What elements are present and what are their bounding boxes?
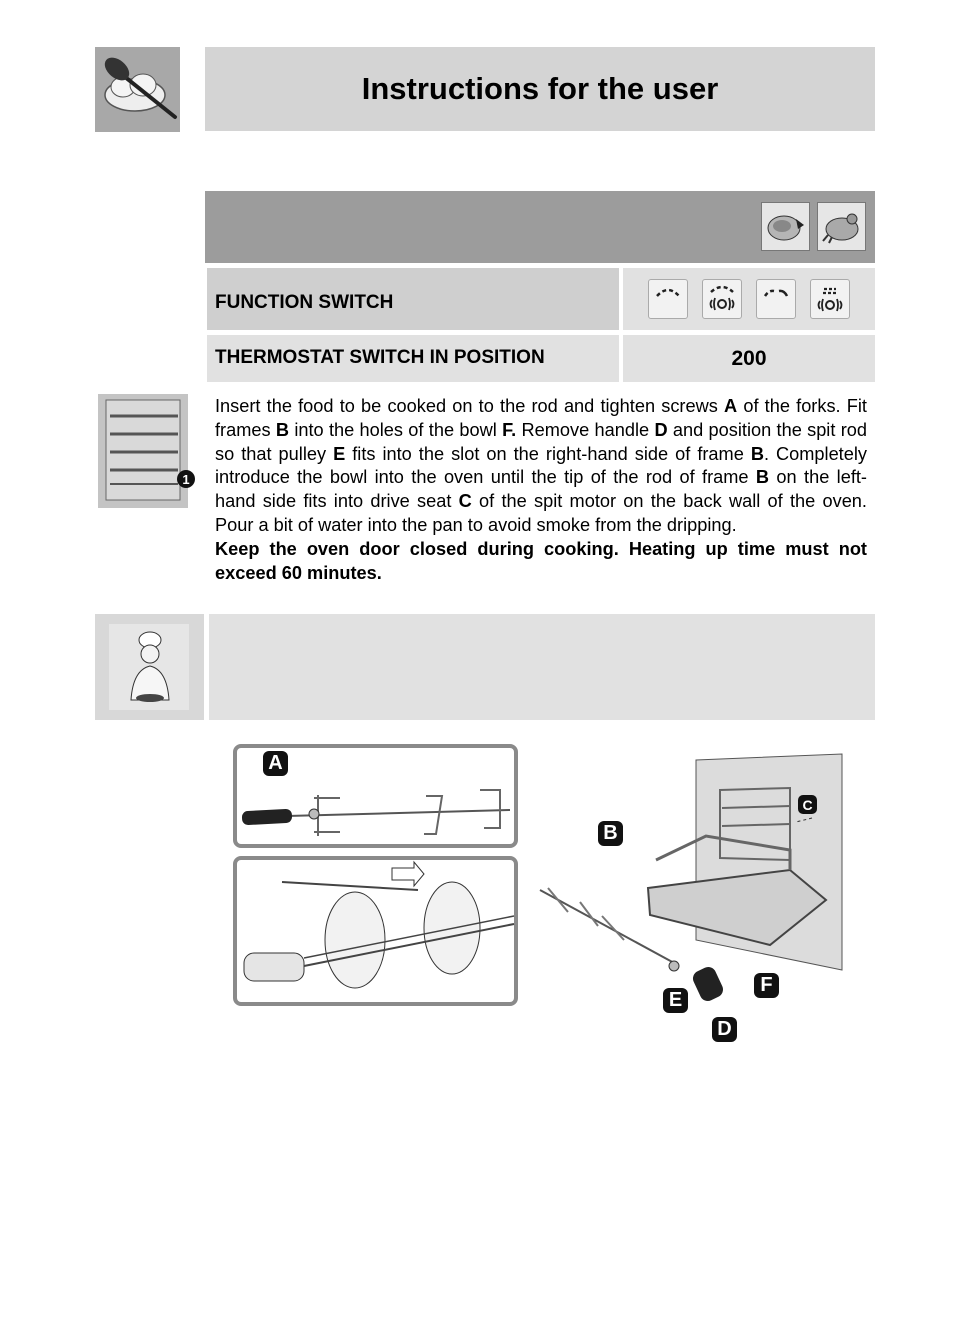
thermostat-value: 200 [623, 335, 875, 382]
chef-icon [95, 614, 204, 720]
diagram-label-a: A [263, 751, 288, 776]
oven-shelf-figure [98, 394, 188, 508]
cooking-mode-header [205, 191, 875, 263]
meat-roast-icon [761, 202, 810, 251]
note-band [209, 614, 875, 720]
warning-text: Keep the oven door closed during cooking. Heating up time must not exceed 60 minutes. [215, 538, 867, 583]
spoon-chef-hat-icon [95, 47, 180, 132]
grill-element-icon [648, 279, 688, 319]
function-switch-row [207, 268, 875, 330]
diagram-label-b: B [598, 821, 623, 846]
figure-number-badge: 1 [177, 470, 195, 488]
function-switch-icons [623, 268, 875, 330]
diagram-label-c: C [798, 795, 817, 814]
grill-element-small-icon [756, 279, 796, 319]
page-title: Instructions for the user [361, 71, 719, 106]
instructions-paragraph: Insert the food to be cooked on to the rod and tighten screws A of the forks. Fit frames B into the holes of the bowl F. Remove handle D and position the spit rod so that pulley E fits into the slot on the right-hand side of frame B. Completely introduce the bowl into the oven until the tip of the rod of frame B on the left-hand side fits into drive seat C of the spit motor on the back wall of the oven. Pour a bit of water into the pan to avoid smoke from the dripping. [215, 396, 867, 535]
diagram-label-d: D [712, 1017, 737, 1042]
title-bar [205, 47, 875, 131]
header-logo [95, 47, 180, 132]
chicken-icon [817, 202, 866, 251]
note-icon-box [95, 614, 204, 720]
instructions-text [215, 395, 867, 585]
rotisserie-diagram [230, 740, 850, 1050]
thermostat-label: THERMOSTAT SWITCH IN POSITION [207, 335, 619, 382]
thermostat-row [207, 335, 875, 382]
fan-grill-icon [702, 279, 742, 319]
fan-grill-small-icon [810, 279, 850, 319]
function-switch-label: FUNCTION SWITCH [207, 268, 619, 330]
diagram-label-f: F [754, 973, 779, 998]
diagram-label-e: E [663, 988, 688, 1013]
